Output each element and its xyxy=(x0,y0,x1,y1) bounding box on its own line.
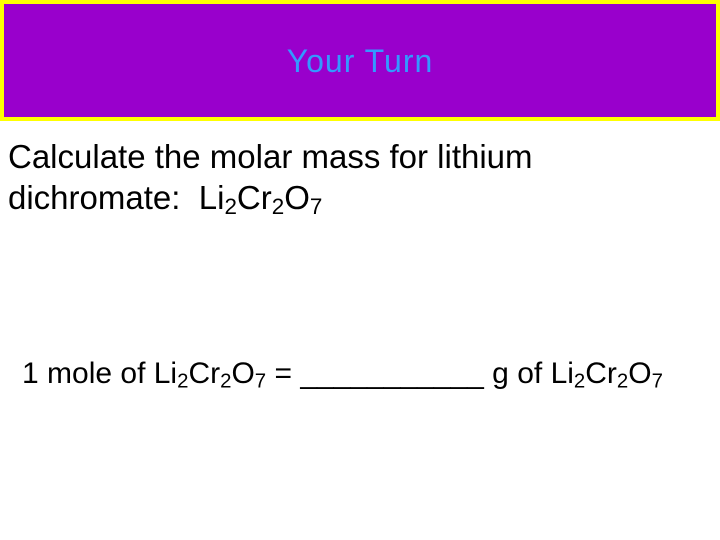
formula-subscript-li: 2 xyxy=(224,193,237,219)
formula-subscript-li: 2 xyxy=(573,370,586,393)
formula-element-o: O xyxy=(231,357,255,390)
formula-subscript-o: 7 xyxy=(309,193,323,219)
formula-right xyxy=(550,357,663,393)
prompt-line-1: Calculate the molar mass for lithium xyxy=(8,138,533,175)
question-prompt xyxy=(8,136,708,218)
formula-element-li: Li xyxy=(198,179,225,216)
formula-subscript-li: 2 xyxy=(177,370,189,393)
formula-left xyxy=(153,357,267,393)
formula-element-o: O xyxy=(628,357,652,390)
formula-subscript-o: 7 xyxy=(254,370,267,393)
answer-equation xyxy=(22,354,712,394)
formula-element-cr: Cr xyxy=(236,179,272,216)
formula-element-cr: Cr xyxy=(585,357,617,390)
prompt-line-2-prefix: dichromate: xyxy=(8,179,199,216)
formula-subscript-o: 7 xyxy=(651,370,663,393)
formula-element-li: Li xyxy=(153,357,178,390)
formula-element-li: Li xyxy=(550,357,574,390)
formula-lithium-dichromate xyxy=(198,179,323,219)
formula-subscript-cr: 2 xyxy=(271,193,285,219)
formula-subscript-cr: 2 xyxy=(616,370,629,393)
slide-title: Your Turn xyxy=(286,43,434,79)
title-bar xyxy=(0,0,720,121)
formula-element-cr: Cr xyxy=(188,357,221,390)
formula-element-o: O xyxy=(284,179,310,216)
equation-blank: = ___________ g of xyxy=(266,357,551,390)
equation-prefix: 1 mole of xyxy=(22,357,154,390)
formula-subscript-cr: 2 xyxy=(220,370,232,393)
